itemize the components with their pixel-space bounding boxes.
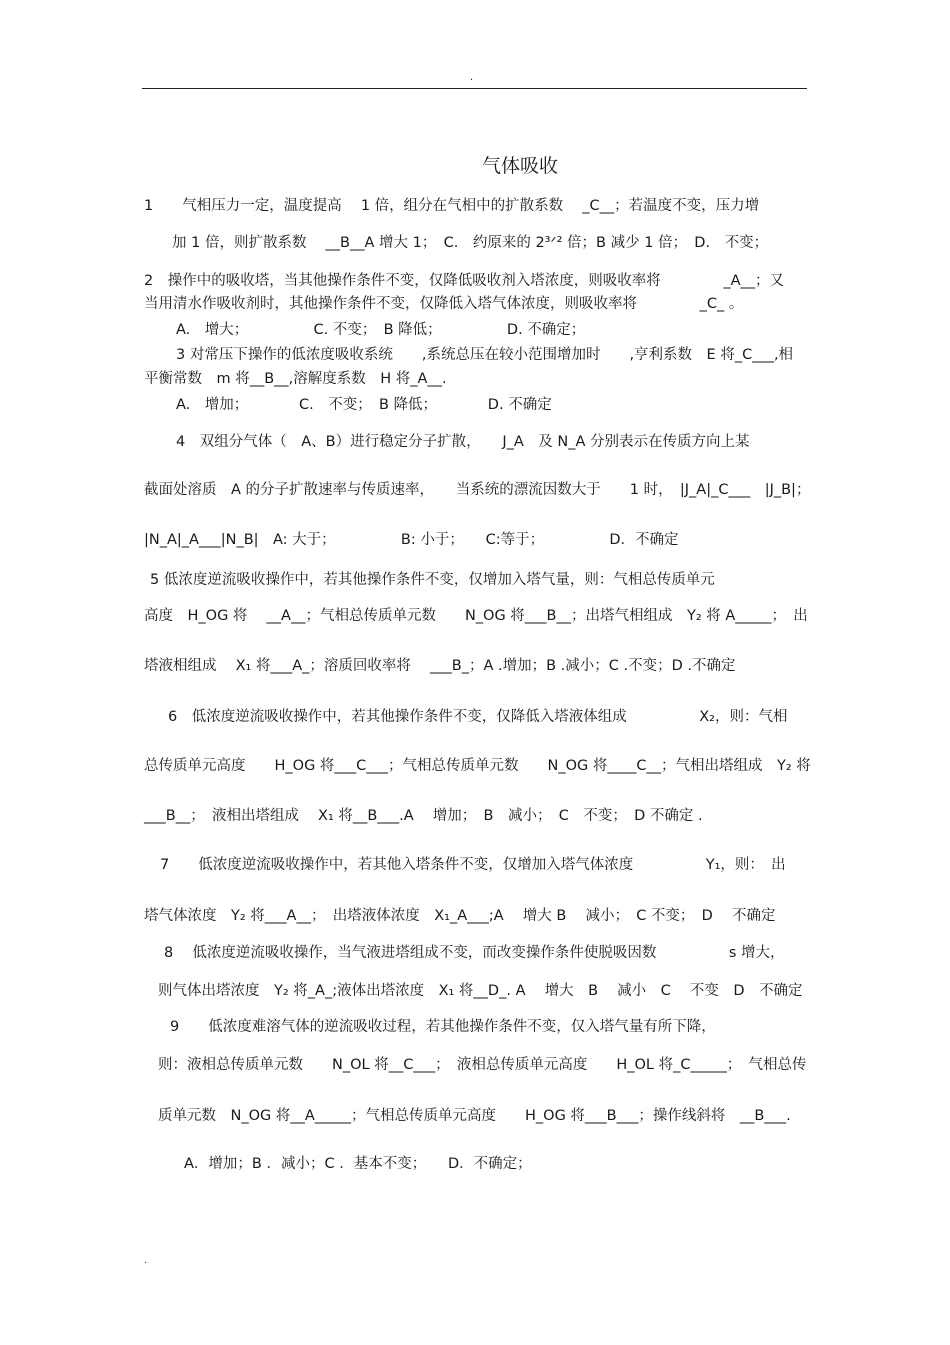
page-title: 气体吸收 — [482, 155, 559, 177]
text-line: 截面处溶质 A 的分子扩散速率与传质速率， 当系统的漂流因数大于 1 时， |J_A|_C___ |J_B|； — [144, 482, 811, 498]
text-line: A．增加；B ．减小；C ．基本不变； D．不确定； — [184, 1156, 532, 1172]
text-line: 8 低浓度逆流吸收操作，当气液进塔组成不变，而改变操作条件使脱吸因数 s 增大， — [164, 945, 785, 961]
text-line: 则气体出塔浓度 Y₂ 将_A_;液体出塔浓度 X₁ 将__D_. A 增大 B 减小 C 不变 D 不确定 — [158, 983, 803, 999]
text-line: ___B__； 液相出塔组成 X₁ 将__B___.A 增加； B 减小； C 不变； D 不确定 . — [144, 808, 703, 824]
footer-dot: . — [144, 1255, 148, 1266]
text-line: 总传质单元高度 H_OG 将___C___；气相总传质单元数 N_OG 将____C__；气相出塔组成 Y₂ 将 — [144, 758, 811, 774]
header-dot: . — [470, 72, 474, 83]
text-line: A. 增大； C. 不变； B 降低； D. 不确定； — [176, 322, 586, 338]
text-line: 则：液相总传质单元数 N_OL 将__C___； 液相总传质单元高度 H_OL 将_C_____； 气相总传 — [158, 1057, 807, 1073]
text-line: 2 操作中的吸收塔，当其他操作条件不变，仅降低吸收剂入塔浓度，则吸收率将 _A__；又 — [144, 273, 784, 289]
text-line: 1 气相压力一定，温度提高 1 倍，组分在气相中的扩散系数 _C__；若温度不变，压力增 — [144, 198, 760, 214]
text-line: 6 低浓度逆流吸收操作中，若其他操作条件不变，仅降低入塔液体组成 X₂，则：气相 — [168, 709, 788, 725]
text-line: 9 低浓度难溶气体的逆流吸收过程，若其他操作条件不变，仅入塔气量有所下降， — [170, 1019, 716, 1035]
text-line: 5 低浓度逆流吸收操作中，若其他操作条件不变，仅增加入塔气量，则：气相总传质单元 — [150, 572, 715, 588]
text-line: 4 双组分气体（ A、B）进行稳定分子扩散， J_A 及 N_A 分别表示在传质方向上某 — [176, 434, 750, 450]
text-line: 平衡常数 m 将__B__,溶解度系数 H 将_A__. — [144, 371, 447, 387]
text-line: 高度 H_OG 将 __A__；气相总传质单元数 N_OG 将___B__；出塔气相组成 Y₂ 将 A_____； 出 — [144, 608, 808, 624]
text-line: 加 1 倍，则扩散系数 __B__A 增大 1； C. 约原来的 2³ᐟ² 倍；B 减少 1 倍； D. 不变； — [172, 235, 769, 251]
text-line: 当用清水作吸收剂时，其他操作条件不变，仅降低入塔气体浓度，则吸收率将 _C_ 。 — [144, 296, 744, 312]
text-line: 3 对常压下操作的低浓度吸收系统 ,系统总压在较小范围增加时 ,亨利系数 E 将_C___,相 — [176, 347, 794, 363]
text-line: 7 低浓度逆流吸收操作中，若其他入塔条件不变，仅增加入塔气体浓度 Y₁，则： 出 — [160, 857, 786, 873]
text-line: 质单元数 N_OG 将__A_____；气相总传质单元高度 H_OG 将___B___；操作线斜将 __B___. — [158, 1108, 791, 1124]
text-line: 塔气体浓度 Y₂ 将___A__； 出塔液体浓度 X₁_A___;A 增大 B 减小； C 不变； D 不确定 — [144, 908, 776, 924]
text-line: |N_A|_A___|N_B| A: 大于； B: 小于； C:等于； D．不确定 — [144, 532, 679, 548]
text-line: 塔液相组成 X₁ 将___A_；溶质回收率将 ___B_；A .增加；B .减小；C .不变；D .不确定 — [144, 658, 736, 674]
text-line: A. 增加； C. 不变； B 降低； D. 不确定 — [176, 397, 552, 413]
header-rule — [142, 88, 807, 89]
